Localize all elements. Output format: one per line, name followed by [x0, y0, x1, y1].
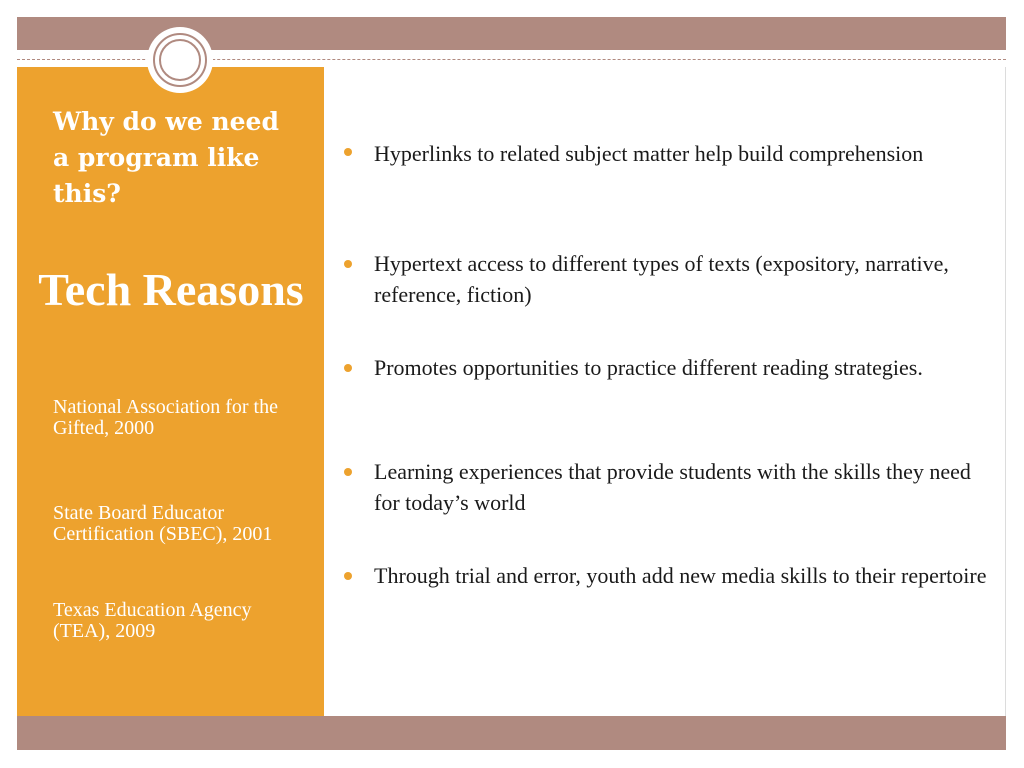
bullet-icon — [344, 364, 352, 372]
bullet-text: Promotes opportunities to practice different reading strategies. — [374, 355, 923, 380]
bullet-icon — [344, 468, 352, 476]
bullet-text: Hypertext access to different types of texts (expository, narrative, reference, fiction) — [374, 251, 949, 307]
bullet-icon — [344, 148, 352, 156]
bullet-text: Learning experiences that provide students with the skills they need for today’s world — [374, 459, 971, 515]
bullet-icon — [344, 572, 352, 580]
bullet-item — [344, 560, 994, 591]
bullet-item — [344, 352, 994, 383]
bullet-item — [344, 248, 994, 310]
bullet-icon — [344, 260, 352, 268]
circle-ornament-icon — [147, 27, 213, 93]
source-citation: State Board Educator Certification (SBEC), 2001 — [53, 502, 273, 545]
inner-ring — [159, 39, 201, 81]
source-citation: National Association for the Gifted, 2000 — [53, 396, 278, 439]
bullet-text: Through trial and error, youth add new media skills to their repertoire — [374, 563, 987, 588]
slide-question: Why do we need a program like this? — [53, 107, 279, 208]
source-citation: Texas Education Agency (TEA), 2009 — [53, 599, 252, 642]
slide-title: Tech Reasons — [38, 264, 304, 315]
bullet-item — [344, 136, 994, 172]
bullet-item — [344, 456, 994, 518]
bottom-decorative-band — [17, 716, 1006, 750]
bullet-text: Hyperlinks to related subject matter help build comprehension — [374, 141, 924, 166]
